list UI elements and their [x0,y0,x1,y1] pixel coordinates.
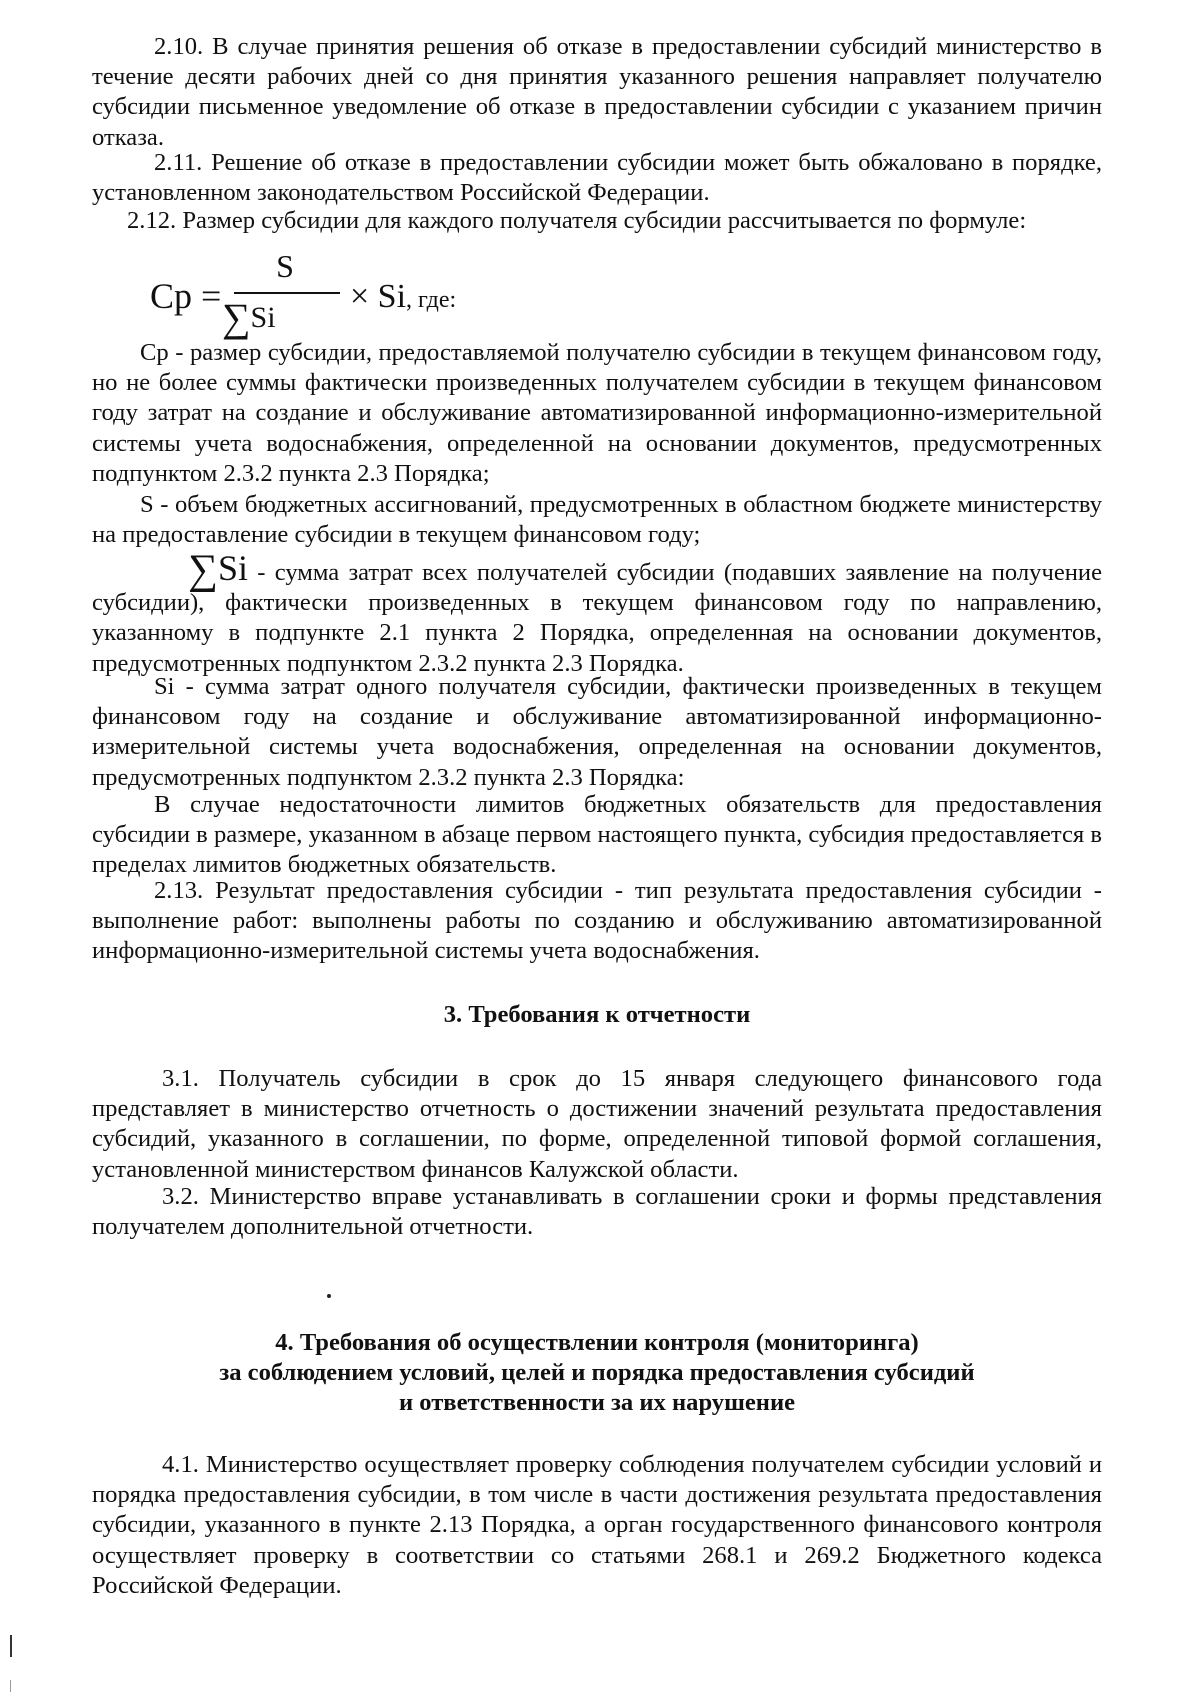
definition-cp: Cp - размер субсидии, предоставляемой получателю субсидии в текущем финансовом году, но не более суммы фактически произведенных получателем субсидии в текущем финансовом году затрат на создание и обслуживание автоматизированной информационно-измерительной системы учета водоснабжения, определенной на основании документов, предусмотренных подпунктом 2.3.2 пункта 2.3 Порядка; [92,339,1102,487]
margin-mark-small [10,1680,11,1692]
section-3-heading: 3. Требования к отчетности [443,1001,751,1028]
paragraph-2-12: 2.12. Размер субсидии для каждого получателя субсидии рассчитывается по формуле: [127,207,1027,234]
sum-si-text: - сумма затрат всех получателей субсидии (подавших заявление на получение субсидии), фактически произведенных в текущем финансовом году по направлению, указанному в подпункте 2.1 пункта 2 Порядка, определенная на основании документов, предусмотренных подпунктом 2.3.2 пункта 2.3 Порядка. [92,559,1102,677]
subsidy-formula [150,248,550,348]
formula-denominator-var: Si [250,301,276,334]
formula-numerator: S [276,248,294,284]
sum-si-term [140,547,248,593]
scan-dot [327,1294,331,1298]
definition-si: Si - сумма затрат одного получателя субсидии, фактически произведенных в текущем финансовом году на создание и обслуживание автоматизированной информационно-измерительной системы учета водоснабжения, определенная на основании документов, предусмотренных подпунктом 2.3.2 пункта 2.3 Порядка: [92,673,1102,791]
paragraph-2-10: 2.10. В случае принятия решения об отказе в предоставлении субсидий министерство в течение десяти рабочих дней со дня принятия указанного решения направляет получателю субсидии письменное уведомление об отказе в предоставлении субсидии с указанием причин отказа. [92,33,1102,151]
margin-mark [10,1635,12,1657]
formula-times-si: × Si [350,278,407,315]
paragraph-4-1: 4.1. Министерство осуществляет проверку соблюдения получателем субсидии условий и порядка предоставления субсидии, в том числе в части достижения результата предоставления субсидии, указанного в пункте 2.13 Порядка, а орган государственного финансового контроля осуществляет проверку в соответствии со статьями 268.1 и 269.2 Бюджетного кодекса Российской Федерации. [92,1451,1102,1599]
formula-where: , где: [406,287,457,313]
formula-rhs [350,278,456,319]
paragraph-2-13: 2.13. Результат предоставления субсидии - тип результата предоставления субсидии - выполнение работ: выполнены работы по созданию и обслуживанию автоматизированной информационно-измерительной системы учета водоснабжения. [92,877,1102,965]
formula-lhs: Cp = [150,276,222,316]
formula-denominator [222,294,362,338]
paragraph-3-2: 3.2. Министерство вправе устанавливать в соглашении сроки и формы представления получателем дополнительной отчетности. [92,1183,1102,1241]
sum-icon: ∑ [188,547,218,593]
definition-sum-si [92,547,1102,679]
paragraph-3-1: 3.1. Получатель субсидии в срок до 15 января следующего финансового года представляет в министерство отчетность о достижении значений результата предоставления субсидий, указанного в соглашении, по форме, определенной типовой формой соглашения, установленной министерством финансов Калужской области. [92,1065,1102,1183]
section-4-heading-line-3: и ответственности за их нарушение [398,1389,796,1417]
definition-s: S - объем бюджетных ассигнований, предусмотренных в областном бюджете министерству на предоставление субсидии в текущем финансовом году; [92,491,1102,549]
sum-si-var: Si [217,548,248,588]
paragraph-limits: В случае недостаточности лимитов бюджетных обязательств для предоставления субсидии в размере, указанном в абзаце первом настоящего пункта, субсидия предоставляется в пределах лимитов бюджетных обязательств. [92,791,1102,879]
section-4-heading-line-1: 4. Требования об осуществлении контроля (мониторинга) [275,1329,919,1356]
paragraph-2-11: 2.11. Решение об отказе в предоставлении субсидии может быть обжаловано в порядке, установленном законодательством Российской Федерации. [92,149,1102,207]
section-4-heading-line-2: за соблюдением условий, целей и порядка предоставления субсидий [219,1359,975,1387]
section-4-heading [92,1328,1102,1419]
sum-icon: ∑ [222,295,251,340]
